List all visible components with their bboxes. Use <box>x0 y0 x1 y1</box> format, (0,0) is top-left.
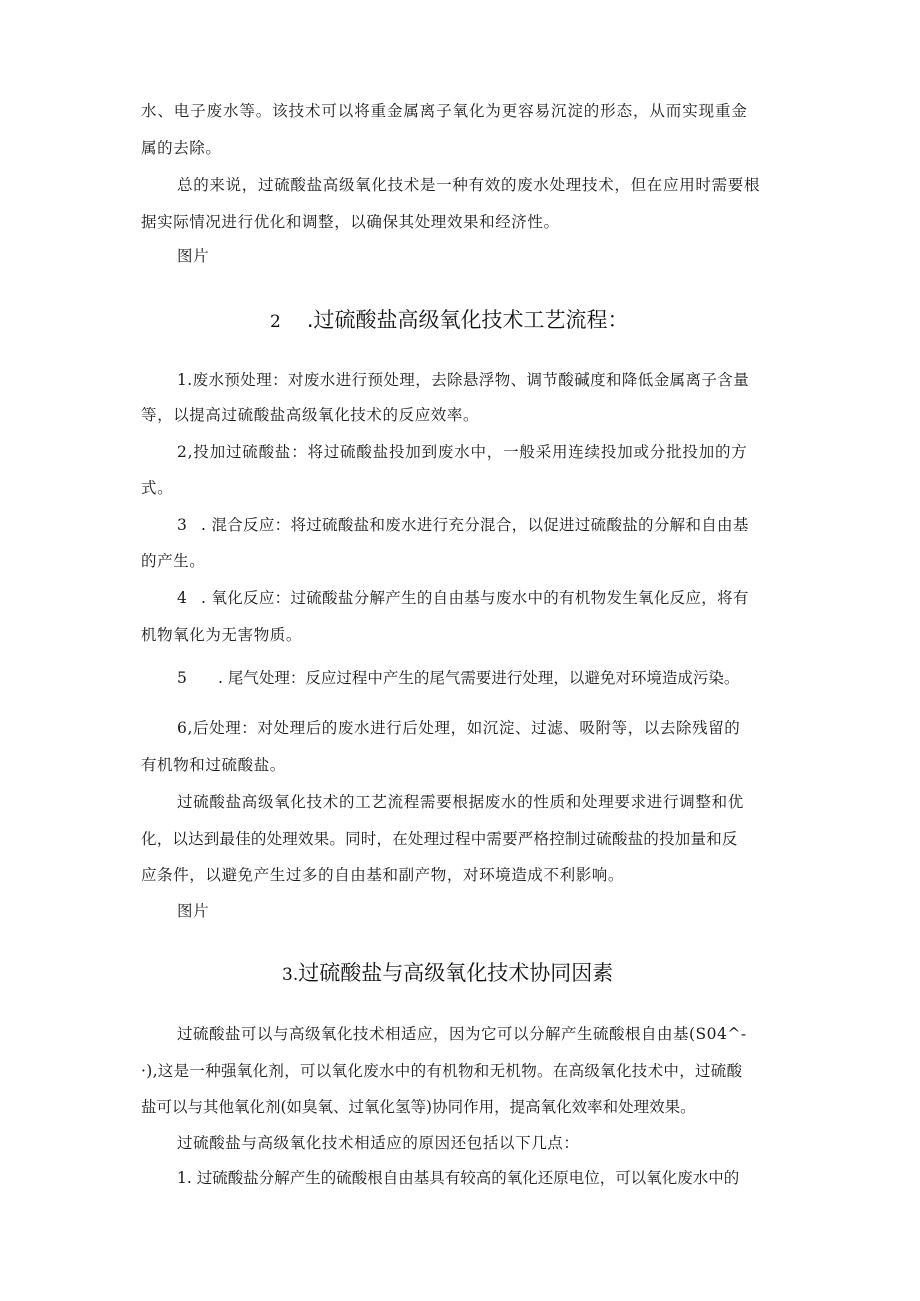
list-item-number: 4 <box>177 589 188 607</box>
paragraph-line: 盐可以与其他氧化剂(如臭氧、过氧化氢等)协同作用，提高氧化效率和处理效果。 <box>141 1098 696 1116</box>
list-item: 1.废水预处理：对废水进行预处理，去除悬浮物、调节酸碱度和降低金属离子含量 <box>177 371 750 389</box>
paragraph-line: 总的来说，过硫酸盐高级氧化技术是一种有效的废水处理技术，但在应用时需要根 <box>177 176 761 194</box>
list-item: . 混合反应：将过硫酸盐和废水进行充分混合，以促进过硫酸盐的分解和自由基 <box>201 516 749 534</box>
paragraph-line: 化，以达到最佳的处理效果。同时，在处理过程中需要严格控制过硫酸盐的投加量和反 <box>141 830 738 848</box>
list-item: . 尾气处理：反应过程中产生的尾气需要进行处理，以避免对环境造成污染。 <box>218 669 740 687</box>
section-heading-2 <box>270 306 629 336</box>
heading-text: 过硫酸盐与高级氧化技术协同因素 <box>298 961 614 985</box>
paragraph-line: 1. 过硫酸盐分解产生的硫酸根自由基具有较高的氧化还原电位，可以氧化废水中的 <box>177 1169 740 1187</box>
paragraph-line: 应条件，以避免产生过多的自由基和副产物，对环境造成不利影响。 <box>141 866 625 884</box>
list-item: 有机物和过硫酸盐。 <box>141 756 286 774</box>
list-item: 等，以提高过硫酸盐高级氧化技术的反应效率。 <box>141 406 480 424</box>
paragraph-line: 属的去除。 <box>141 139 222 157</box>
list-item: . 氧化反应：过硫酸盐分解产生的自由基与废水中的有机物发生氧化反应，将有 <box>201 589 749 607</box>
list-item: 式。 <box>141 479 174 497</box>
paragraph-line: 过硫酸盐高级氧化技术的工艺流程需要根据废水的性质和处理要求进行调整和优 <box>177 793 745 811</box>
heading-number: 3. <box>282 965 299 985</box>
list-item: 的产生。 <box>141 552 206 570</box>
paragraph-line: 过硫酸盐可以与高级氧化技术相适应，因为它可以分解产生硫酸根自由基(S04^- <box>177 1025 747 1043</box>
heading-text: .过硫酸盐高级氧化技术工艺流程： <box>306 308 629 332</box>
paragraph-line: 据实际情况进行优化和调整，以确保其处理效果和经济性。 <box>141 213 560 231</box>
list-item-number: 3 <box>177 516 188 534</box>
list-item-number: 5 <box>177 669 188 687</box>
figure-placeholder: 图片 <box>177 902 210 920</box>
paragraph-line: 水、电子废水等。该技术可以将重金属离子氧化为更容易沉淀的形态，从而实现重金 <box>141 102 748 120</box>
list-item: 2,投加过硫酸盐：将过硫酸盐投加到废水中，一般采用连续投加或分批投加的方 <box>177 443 748 461</box>
paragraph-line: ·),这是一种强氧化剂，可以氧化废水中的有机物和无机物。在高级氧化技术中，过硫酸 <box>141 1062 743 1080</box>
paragraph-line: 过硫酸盐与高级氧化技术相适应的原因还包括以下几点： <box>177 1134 580 1152</box>
section-heading-3 <box>282 959 613 989</box>
figure-placeholder: 图片 <box>177 247 210 265</box>
list-item: 机物氧化为无害物质。 <box>141 626 303 644</box>
list-item: 6,后处理：对处理后的废水进行后处理，如沉淀、过滤、吸附等，以去除残留的 <box>177 719 741 737</box>
heading-number: 2 <box>270 312 281 332</box>
